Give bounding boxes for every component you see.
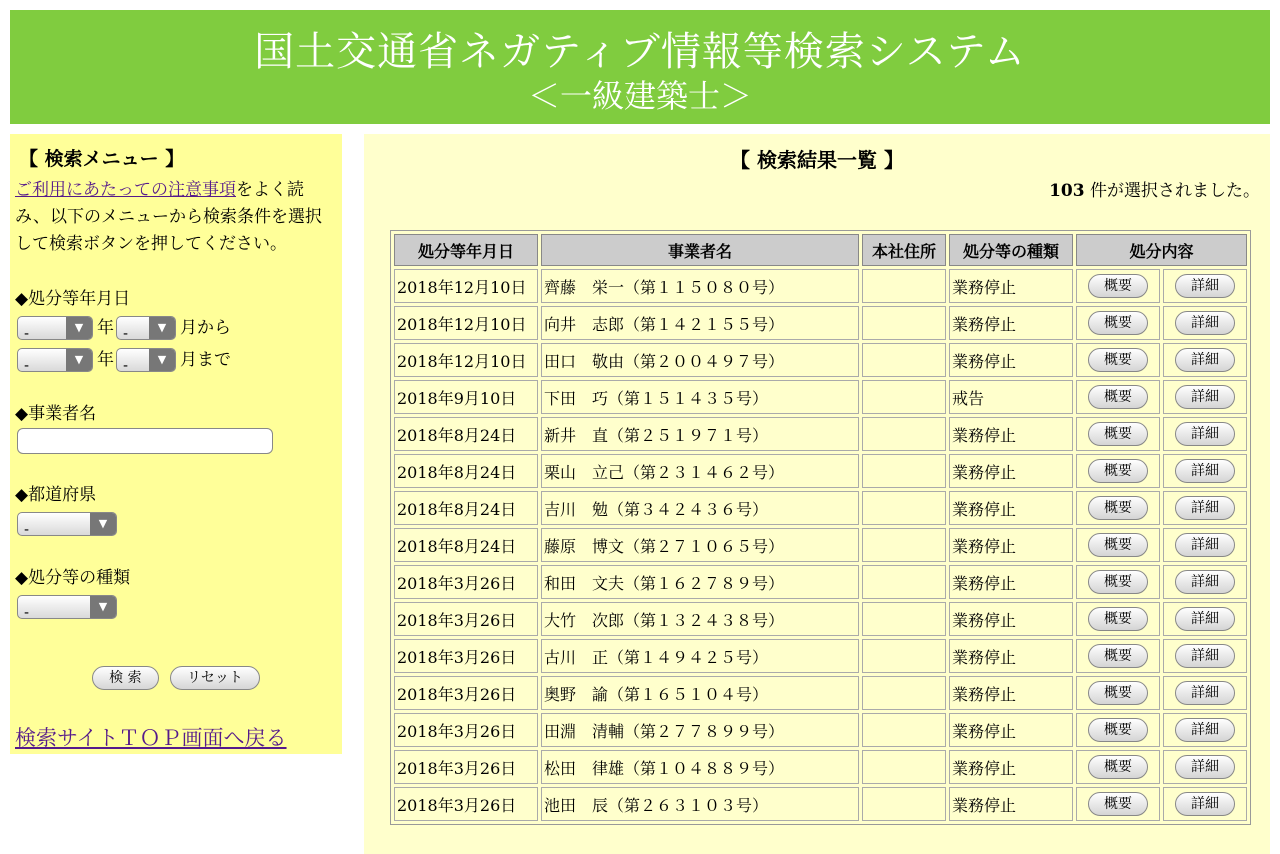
column-header-name: 事業者名	[541, 234, 859, 266]
row-company-name: 田口 敬由（第２００４９７号）	[541, 343, 859, 377]
back-to-top-link[interactable]: 検索サイトＴＯＰ画面へ戻る	[15, 726, 287, 750]
table-row	[394, 602, 1247, 636]
from-year-select[interactable]: - ▼	[17, 316, 93, 340]
row-disposition-type: 業務停止	[949, 343, 1073, 377]
summary-button[interactable]: 概要	[1088, 348, 1148, 372]
row-company-name: 向井 志郎（第１４２１５５号）	[541, 306, 859, 340]
row-disposition-type: 業務停止	[949, 565, 1073, 599]
summary-button[interactable]: 概要	[1088, 311, 1148, 335]
row-address	[862, 676, 946, 710]
row-address	[862, 602, 946, 636]
row-disposition-type: 戒告	[949, 380, 1073, 414]
summary-button[interactable]: 概要	[1088, 792, 1148, 816]
row-date: 2018年8月24日	[394, 491, 538, 525]
table-row	[394, 269, 1247, 303]
detail-cell	[1163, 417, 1247, 451]
row-date: 2018年3月26日	[394, 639, 538, 673]
table-row	[394, 750, 1247, 784]
detail-button[interactable]: 詳細	[1175, 385, 1235, 409]
row-address	[862, 417, 946, 451]
detail-cell	[1163, 528, 1247, 562]
summary-button[interactable]: 概要	[1088, 607, 1148, 631]
form-buttons	[15, 666, 337, 690]
row-date: 2018年8月24日	[394, 528, 538, 562]
summary-button[interactable]: 概要	[1088, 385, 1148, 409]
chevron-down-icon: ▼	[90, 513, 116, 535]
chevron-down-icon: ▼	[149, 349, 175, 371]
detail-button[interactable]: 詳細	[1175, 459, 1235, 483]
result-count-number: 103	[1049, 181, 1085, 201]
row-date: 2018年3月26日	[394, 713, 538, 747]
result-count	[1049, 176, 1260, 201]
row-date: 2018年3月26日	[394, 750, 538, 784]
result-count-suffix: 件が選択されました。	[1084, 181, 1260, 201]
intro-text	[15, 177, 337, 258]
row-company-name: 吉川 勉（第３４２４３６号）	[541, 491, 859, 525]
chevron-down-icon: ▼	[66, 317, 92, 339]
summary-cell	[1076, 676, 1160, 710]
row-disposition-type: 業務停止	[949, 676, 1073, 710]
detail-button[interactable]: 詳細	[1175, 681, 1235, 705]
detail-cell	[1163, 713, 1247, 747]
type-label: ◆処分等の種類	[15, 568, 131, 588]
row-company-name: 和田 文夫（第１６２７８９号）	[541, 565, 859, 599]
detail-cell	[1163, 676, 1247, 710]
detail-button[interactable]: 詳細	[1175, 496, 1235, 520]
table-header-row	[394, 234, 1247, 266]
search-button[interactable]: 検 索	[92, 666, 158, 690]
detail-cell	[1163, 491, 1247, 525]
table-row	[394, 491, 1247, 525]
summary-cell	[1076, 306, 1160, 340]
detail-button[interactable]: 詳細	[1175, 607, 1235, 631]
row-company-name: 奥野 諭（第１６５１０４号）	[541, 676, 859, 710]
detail-cell	[1163, 787, 1247, 821]
table-row	[394, 676, 1247, 710]
row-company-name: 齊藤 栄一（第１１５０８０号）	[541, 269, 859, 303]
table-row	[394, 528, 1247, 562]
row-company-name: 下田 巧（第１５１４３５号）	[541, 380, 859, 414]
detail-cell	[1163, 343, 1247, 377]
detail-cell	[1163, 380, 1247, 414]
row-disposition-type: 業務停止	[949, 454, 1073, 488]
page-subtitle: ＜一級建築士＞	[527, 77, 752, 115]
chevron-down-icon: ▼	[90, 596, 116, 618]
row-address	[862, 528, 946, 562]
row-company-name: 池田 辰（第２６３１０３号）	[541, 787, 859, 821]
summary-button[interactable]: 概要	[1088, 644, 1148, 668]
to-year-select[interactable]: - ▼	[17, 348, 93, 372]
row-company-name: 田淵 清輔（第２７７８９９号）	[541, 713, 859, 747]
row-disposition-type: 業務停止	[949, 306, 1073, 340]
table-row	[394, 454, 1247, 488]
chevron-down-icon: ▼	[149, 317, 175, 339]
table-row	[394, 343, 1247, 377]
row-address	[862, 380, 946, 414]
column-header-type: 処分等の種類	[949, 234, 1073, 266]
row-disposition-type: 業務停止	[949, 269, 1073, 303]
summary-cell	[1076, 491, 1160, 525]
summary-button[interactable]: 概要	[1088, 681, 1148, 705]
row-company-name: 古川 正（第１４９４２５号）	[541, 639, 859, 673]
date-from-row: - ▼ 年 - ▼ 月から	[17, 313, 337, 341]
row-address	[862, 491, 946, 525]
row-address	[862, 565, 946, 599]
type-select[interactable]: - ▼	[17, 595, 117, 619]
detail-button[interactable]: 詳細	[1175, 792, 1235, 816]
detail-button[interactable]: 詳細	[1175, 755, 1235, 779]
row-address	[862, 343, 946, 377]
menu-title: 【 検索メニュー 】	[19, 148, 185, 170]
search-menu	[10, 134, 342, 754]
results-table	[390, 230, 1251, 825]
table-row	[394, 639, 1247, 673]
summary-cell	[1076, 639, 1160, 673]
results-title: 【 検索結果一覧 】	[730, 148, 904, 172]
company-name-input[interactable]	[17, 428, 273, 454]
row-date: 2018年8月24日	[394, 454, 538, 488]
row-date: 2018年12月10日	[394, 343, 538, 377]
results-panel	[364, 134, 1270, 854]
row-disposition-type: 業務停止	[949, 602, 1073, 636]
detail-cell	[1163, 602, 1247, 636]
summary-cell	[1076, 713, 1160, 747]
detail-button[interactable]: 詳細	[1175, 422, 1235, 446]
row-date: 2018年9月10日	[394, 380, 538, 414]
row-date: 2018年3月26日	[394, 565, 538, 599]
detail-cell	[1163, 750, 1247, 784]
summary-cell	[1076, 528, 1160, 562]
table-row	[394, 380, 1247, 414]
detail-cell	[1163, 639, 1247, 673]
summary-button[interactable]: 概要	[1088, 718, 1148, 742]
chevron-down-icon: ▼	[66, 349, 92, 371]
detail-button[interactable]: 詳細	[1175, 718, 1235, 742]
row-disposition-type: 業務停止	[949, 417, 1073, 451]
row-disposition-type: 業務停止	[949, 491, 1073, 525]
row-date: 2018年3月26日	[394, 602, 538, 636]
table-row	[394, 713, 1247, 747]
row-date: 2018年8月24日	[394, 417, 538, 451]
summary-button[interactable]: 概要	[1088, 422, 1148, 446]
row-date: 2018年12月10日	[394, 306, 538, 340]
date-to-row: - ▼ 年 - ▼ 月まで	[17, 345, 337, 373]
table-row	[394, 417, 1247, 451]
row-address	[862, 454, 946, 488]
detail-cell	[1163, 306, 1247, 340]
summary-cell	[1076, 602, 1160, 636]
row-address	[862, 639, 946, 673]
row-date: 2018年3月26日	[394, 676, 538, 710]
row-disposition-type: 業務停止	[949, 713, 1073, 747]
row-company-name: 松田 律雄（第１０４８８９号）	[541, 750, 859, 784]
page-header	[10, 10, 1270, 124]
summary-cell	[1076, 269, 1160, 303]
row-date: 2018年3月26日	[394, 787, 538, 821]
date-label: ◆処分等年月日	[15, 289, 131, 309]
detail-button[interactable]: 詳細	[1175, 570, 1235, 594]
summary-cell	[1076, 787, 1160, 821]
column-header-address: 本社住所	[862, 234, 946, 266]
summary-cell	[1076, 750, 1160, 784]
row-address	[862, 306, 946, 340]
prefecture-label: ◆都道府県	[15, 485, 97, 505]
intro-body: をよく読み、以下のメニューから検索条件を選択して検索ボタンを押してください。	[15, 180, 323, 254]
table-row	[394, 306, 1247, 340]
table-row	[394, 787, 1247, 821]
row-address	[862, 787, 946, 821]
company-label: ◆事業者名	[15, 404, 97, 424]
table-row	[394, 565, 1247, 599]
from-month-select[interactable]: - ▼	[116, 316, 176, 340]
row-company-name: 新井 直（第２５１９７１号）	[541, 417, 859, 451]
column-header-date: 処分等年月日	[394, 234, 538, 266]
row-date: 2018年12月10日	[394, 269, 538, 303]
summary-cell	[1076, 565, 1160, 599]
detail-button[interactable]: 詳細	[1175, 274, 1235, 298]
column-header-content: 処分内容	[1076, 234, 1247, 266]
row-disposition-type: 業務停止	[949, 750, 1073, 784]
reset-button[interactable]: リセット	[170, 666, 260, 690]
prefecture-select[interactable]: - ▼	[17, 512, 117, 536]
detail-button[interactable]: 詳細	[1175, 348, 1235, 372]
detail-cell	[1163, 454, 1247, 488]
row-address	[862, 713, 946, 747]
page-title: 国土交通省ネガティブ情報等検索システム	[254, 29, 1026, 75]
summary-cell	[1076, 454, 1160, 488]
detail-button[interactable]: 詳細	[1175, 644, 1235, 668]
summary-button[interactable]: 概要	[1088, 755, 1148, 779]
notice-link[interactable]: ご利用にあたっての注意事項	[15, 180, 236, 200]
row-company-name: 栗山 立己（第２３１４６２号）	[541, 454, 859, 488]
summary-button[interactable]: 概要	[1088, 274, 1148, 298]
detail-button[interactable]: 詳細	[1175, 311, 1235, 335]
row-address	[862, 269, 946, 303]
summary-button[interactable]: 概要	[1088, 533, 1148, 557]
detail-cell	[1163, 269, 1247, 303]
to-month-select[interactable]: - ▼	[116, 348, 176, 372]
summary-button[interactable]: 概要	[1088, 459, 1148, 483]
row-company-name: 藤原 博文（第２７１０６５号）	[541, 528, 859, 562]
row-disposition-type: 業務停止	[949, 639, 1073, 673]
summary-cell	[1076, 417, 1160, 451]
summary-button[interactable]: 概要	[1088, 570, 1148, 594]
summary-cell	[1076, 343, 1160, 377]
summary-button[interactable]: 概要	[1088, 496, 1148, 520]
summary-cell	[1076, 380, 1160, 414]
detail-cell	[1163, 565, 1247, 599]
row-company-name: 大竹 次郎（第１３２４３８号）	[541, 602, 859, 636]
row-disposition-type: 業務停止	[949, 787, 1073, 821]
row-address	[862, 750, 946, 784]
detail-button[interactable]: 詳細	[1175, 533, 1235, 557]
row-disposition-type: 業務停止	[949, 528, 1073, 562]
